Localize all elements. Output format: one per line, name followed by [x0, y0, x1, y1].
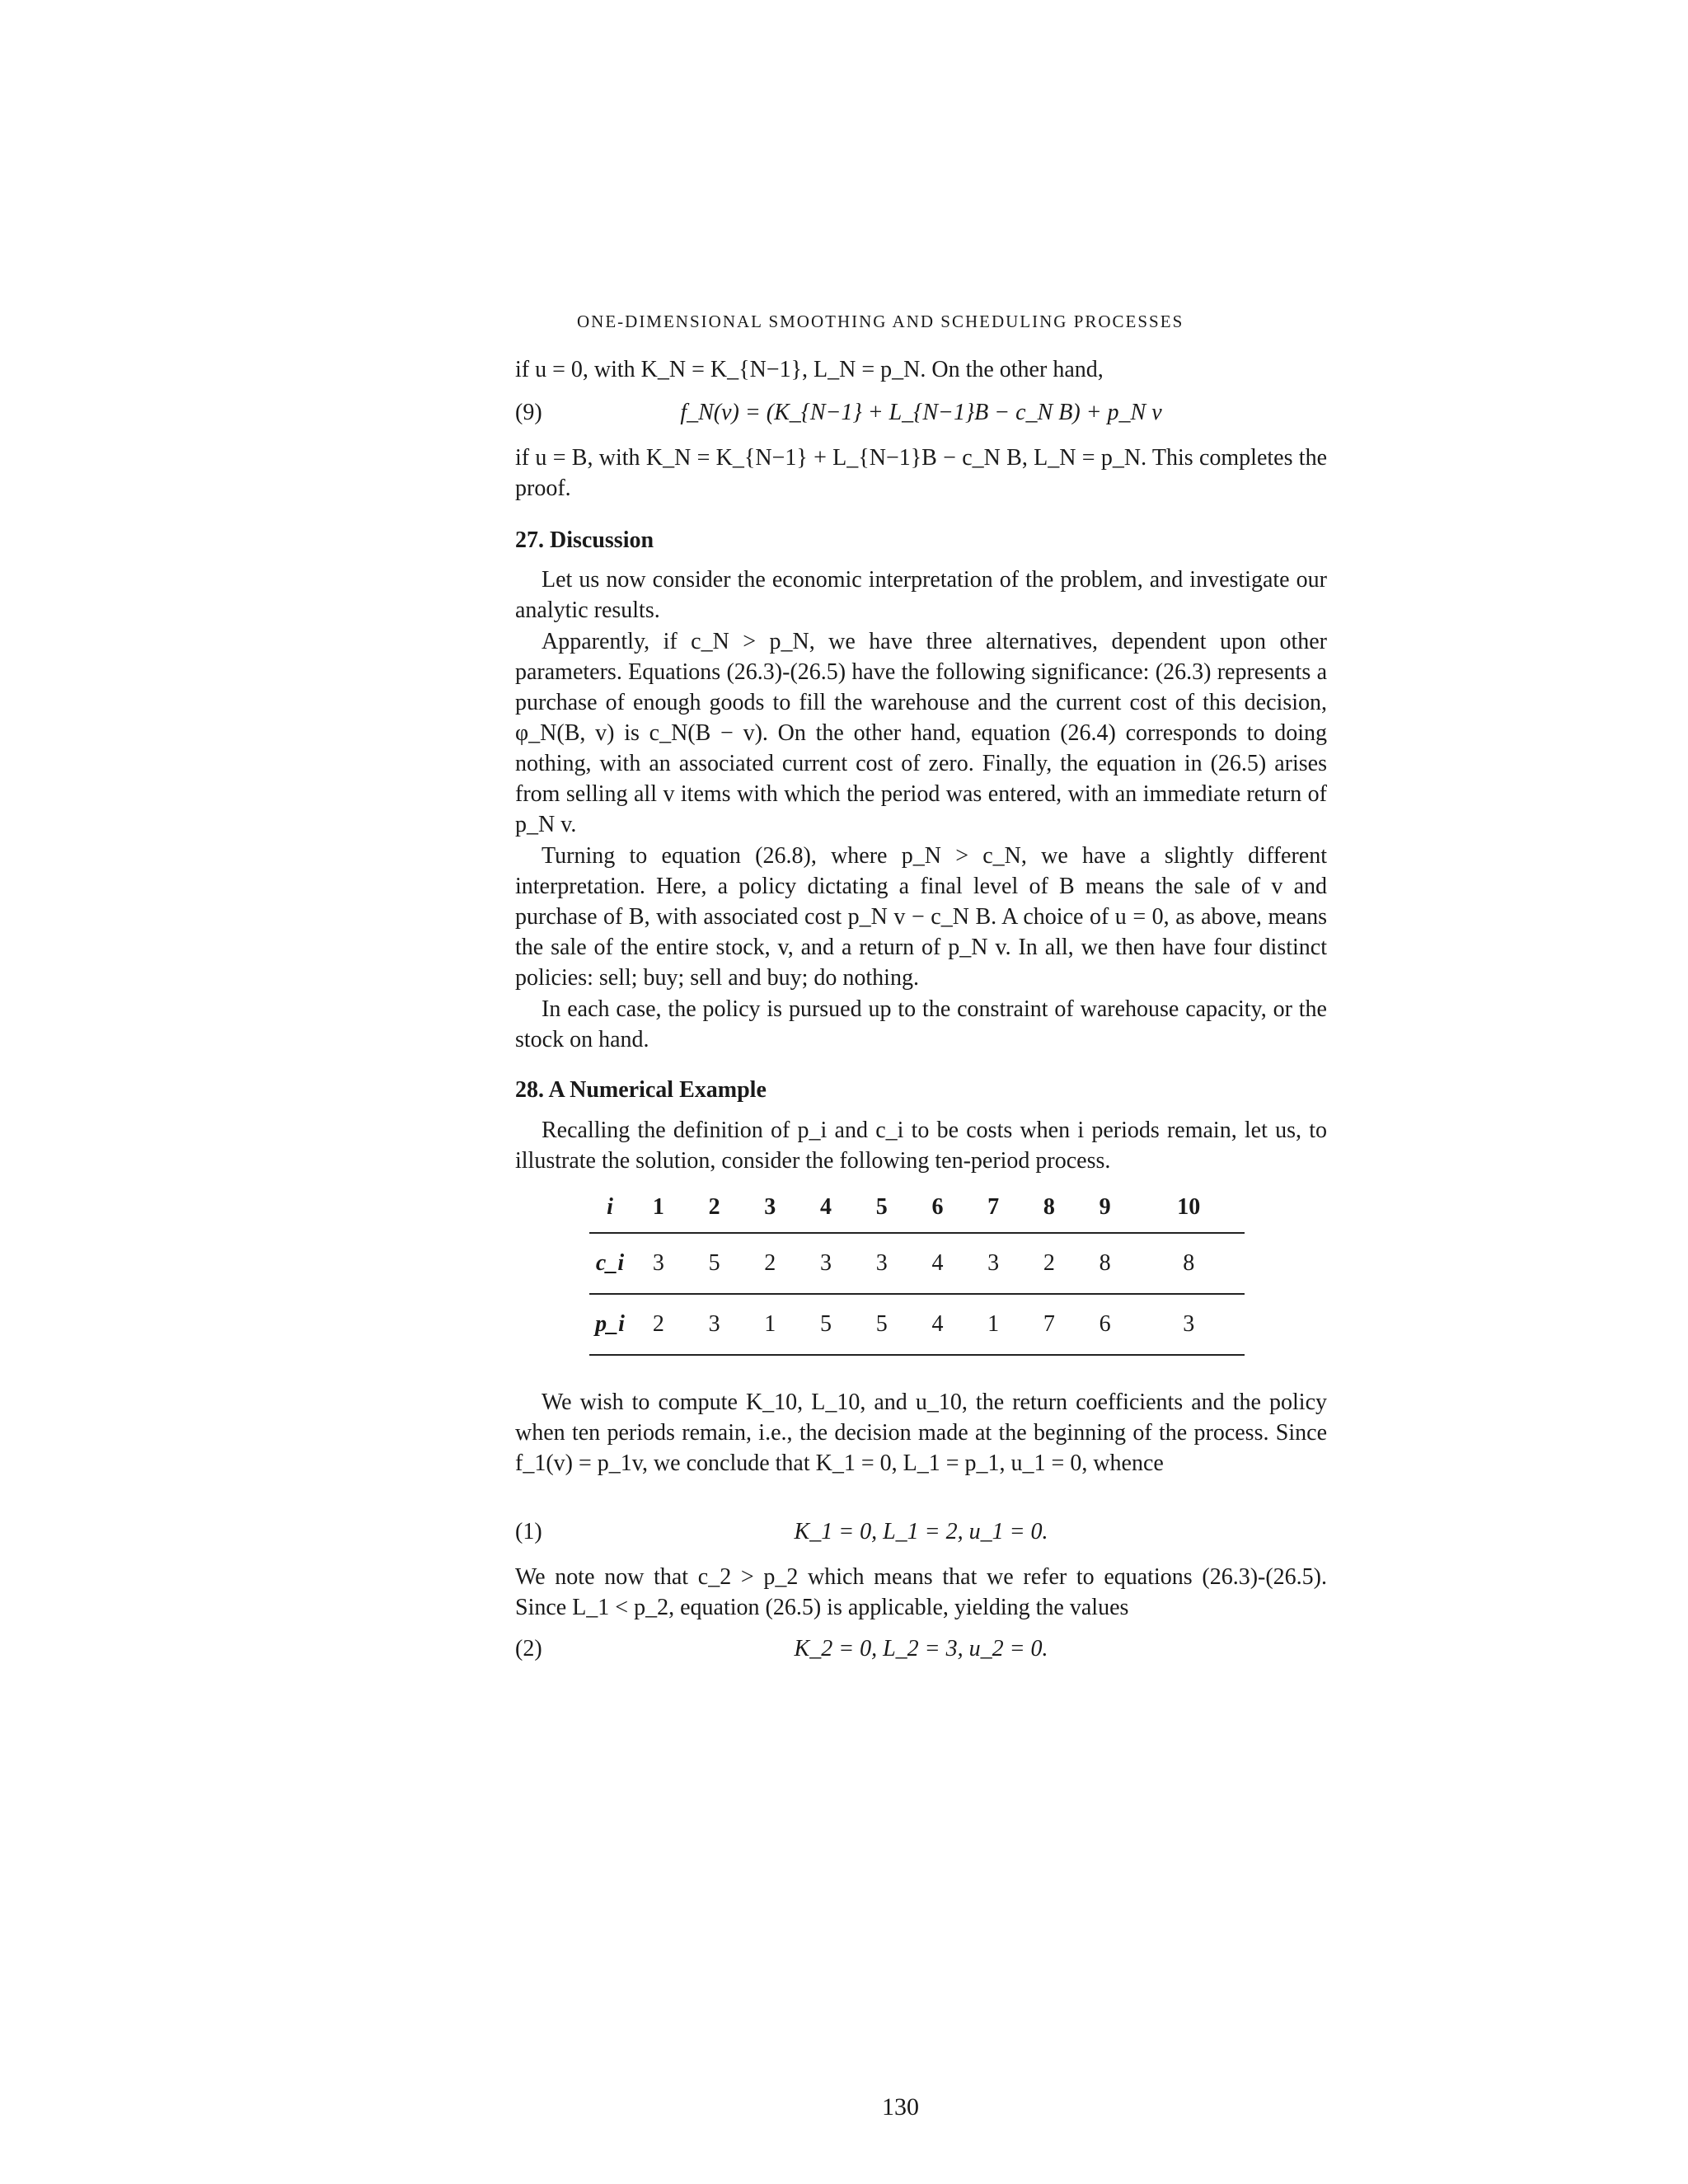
text-line-condition: if u = 0, with K_N = K_{N−1}, L_N = p_N. On the other hand, [515, 357, 1104, 382]
row-label: c_i [589, 1233, 631, 1294]
table-cell: 1 [631, 1183, 687, 1233]
equation-formula: K_1 = 0, L_1 = 2, u_1 = 0. [794, 1519, 1048, 1544]
table-cell: 6 [1077, 1294, 1133, 1355]
table-cell: 3 [1132, 1294, 1245, 1355]
ten-period-table [589, 1183, 1245, 1356]
paragraph-28a: Recalling the definition of p_i and c_i to be costs when i periods remain, let us, to illustrate the solution, consider the following ten-period process. [515, 1118, 1327, 1174]
table-cell: 5 [854, 1183, 910, 1233]
table-cell: 5 [854, 1294, 910, 1355]
table-cell: 3 [854, 1233, 910, 1294]
table-row-p [589, 1294, 1245, 1355]
table-cell: 4 [910, 1233, 966, 1294]
table-cell: 4 [798, 1183, 854, 1233]
table-cell: 3 [631, 1233, 687, 1294]
equation-1 [515, 1519, 1327, 1552]
equation-number: (9) [515, 400, 542, 425]
table-row-i [589, 1183, 1245, 1233]
paragraph-27a: Let us now consider the economic interpretation of the problem, and investigate our analytic results. [515, 567, 1327, 623]
table-cell: 3 [965, 1233, 1021, 1294]
table-cell: 8 [1077, 1233, 1133, 1294]
section-heading-28: 28. A Numerical Example [515, 1077, 767, 1103]
paragraph-27b: Apparently, if c_N > p_N, we have three alternatives, dependent upon other parameters. Equations (26.3)-(26.5) have the following significance: (26.3) represents a purchase of enough goods to fill the warehouse and the current cost of this decision, φ_N(B, v) is c_N(B − v). On the other hand, equation (26.4) corresponds to doing nothing, with an associated current cost of zero. Finally, the equation in (26.5) arises from selling all v items with which the period was entered, with an immediate return of p_N v. [515, 629, 1327, 837]
table-cell: 2 [687, 1183, 743, 1233]
row-label: p_i [589, 1294, 631, 1355]
equation-formula: K_2 = 0, L_2 = 3, u_2 = 0. [794, 1636, 1048, 1661]
table-cell: 2 [742, 1233, 798, 1294]
page-number: 130 [882, 2093, 919, 2121]
table-cell: 5 [798, 1294, 854, 1355]
table-cell: 9 [1077, 1183, 1133, 1233]
paragraph-28b: We wish to compute K_10, L_10, and u_10, the return coefficients and the policy when ten periods remain, i.e., the decision made at the beginning of the process. Since f_1(v) = p_1v, we conclude that K_1 = 0, L_1 = p_1, u_1 = 0, whence [515, 1390, 1327, 1476]
table-cell: 6 [910, 1183, 966, 1233]
equation-2 [515, 1636, 1327, 1669]
table-cell: 1 [742, 1294, 798, 1355]
paragraph-27c: Turning to equation (26.8), where p_N > c_N, we have a slightly different interpretation. Here, a policy dictating a final level of B means the sale of v and purchase of B, with associated cost p_N v − c_N B. A choice of u = 0, as above, means the sale of the entire stock, v, and a return of p_N v. In all, we then have four distinct policies: sell; buy; sell and buy; do nothing. [515, 843, 1327, 991]
table-cell: 8 [1132, 1233, 1245, 1294]
paragraph-27d: In each case, the policy is pursued up to the constraint of warehouse capacity, or the stock on hand. [515, 996, 1327, 1052]
equation-number: (2) [515, 1636, 542, 1661]
equation-formula: f_N(v) = (K_{N−1} + L_{N−1}B − c_N B) + p_N v [680, 400, 1162, 425]
table-cell: 7 [1021, 1294, 1077, 1355]
table-cell: 8 [1021, 1183, 1077, 1233]
table-row-c [589, 1233, 1245, 1294]
table-cell: 1 [965, 1294, 1021, 1355]
running-header: ONE-DIMENSIONAL SMOOTHING AND SCHEDULING PROCESSES [577, 312, 1184, 331]
paragraph-28c: We note now that c_2 > p_2 which means that we refer to equations (26.3)-(26.5). Since L_1 < p_2, equation (26.5) is applicable, yielding the values [515, 1564, 1327, 1620]
table-cell: 4 [910, 1294, 966, 1355]
equation-9 [515, 400, 1327, 433]
paragraph-proof-end: if u = B, with K_N = K_{N−1} + L_{N−1}B − c_N B, L_N = p_N. This completes the proof. [515, 445, 1327, 501]
table-cell: 10 [1132, 1183, 1245, 1233]
table-cell: 2 [631, 1294, 687, 1355]
table-cell: 3 [798, 1233, 854, 1294]
table-cell: 3 [687, 1294, 743, 1355]
equation-number: (1) [515, 1519, 542, 1544]
table-cell: 5 [687, 1233, 743, 1294]
section-heading-27: 27. Discussion [515, 527, 654, 553]
table-cell: 3 [742, 1183, 798, 1233]
table-cell: 2 [1021, 1233, 1077, 1294]
row-label: i [589, 1183, 631, 1233]
table-cell: 7 [965, 1183, 1021, 1233]
